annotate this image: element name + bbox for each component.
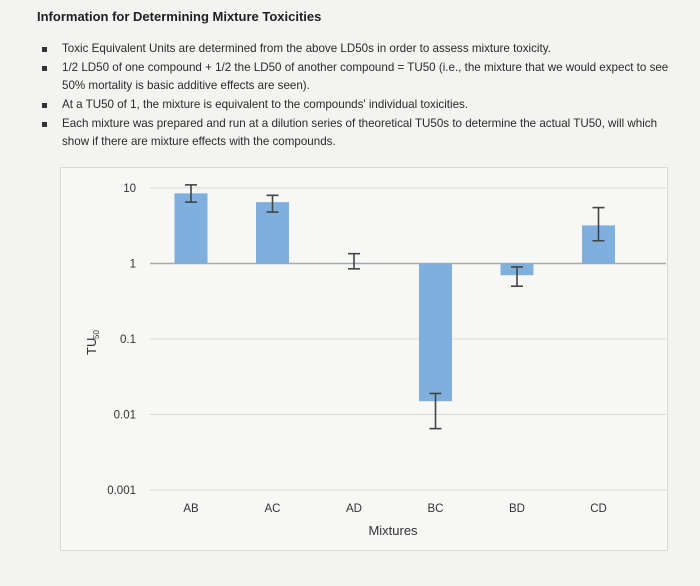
y-tick-label: 0.001	[107, 485, 136, 497]
page-title: Information for Determining Mixture Toxicities	[37, 9, 322, 24]
error-bar-ad	[348, 254, 360, 269]
x-tick-label: CD	[590, 503, 607, 515]
bar-ab	[175, 193, 208, 263]
y-tick-label: 0.1	[120, 334, 136, 346]
bullet-item: Toxic Equivalent Units are determined from the above LD50s in order to assess mixture toxicity.	[40, 40, 680, 58]
bullet-item: 1/2 LD50 of one compound + 1/2 the LD50 of another compound = TU50 (i.e., the mixture that we would expect to see 50% mortality is basic additive effects are seen).	[40, 59, 680, 95]
x-tick-label: AD	[346, 503, 362, 515]
bullet-item: At a TU50 of 1, the mixture is equivalent to the compounds' individual toxicities.	[40, 96, 680, 114]
x-tick-label: BC	[427, 503, 444, 515]
bullet-item: Each mixture was prepared and run at a dilution series of theoretical TU50s to determine the actual TU50, will which show if there are mixture effects with the compounds.	[40, 115, 680, 151]
bars-layer	[175, 193, 616, 401]
y-axis-title-main: TU	[84, 337, 99, 355]
y-axis-title-subscript: 50	[92, 330, 101, 339]
y-tick-label: 10	[123, 183, 136, 195]
y-tick-label: 0.01	[113, 409, 136, 422]
y-tick-label: 1	[129, 258, 136, 271]
x-tick-label: AB	[183, 503, 199, 515]
y-tick-labels	[107, 183, 136, 497]
x-axis-title: Mixtures	[368, 523, 418, 538]
bar-bc	[419, 264, 452, 402]
x-tick-label: BD	[509, 503, 525, 515]
y-axis-title	[84, 330, 101, 355]
x-tick-labels	[183, 503, 606, 515]
error-bars-layer	[185, 185, 605, 429]
x-tick-label: AC	[264, 503, 281, 515]
